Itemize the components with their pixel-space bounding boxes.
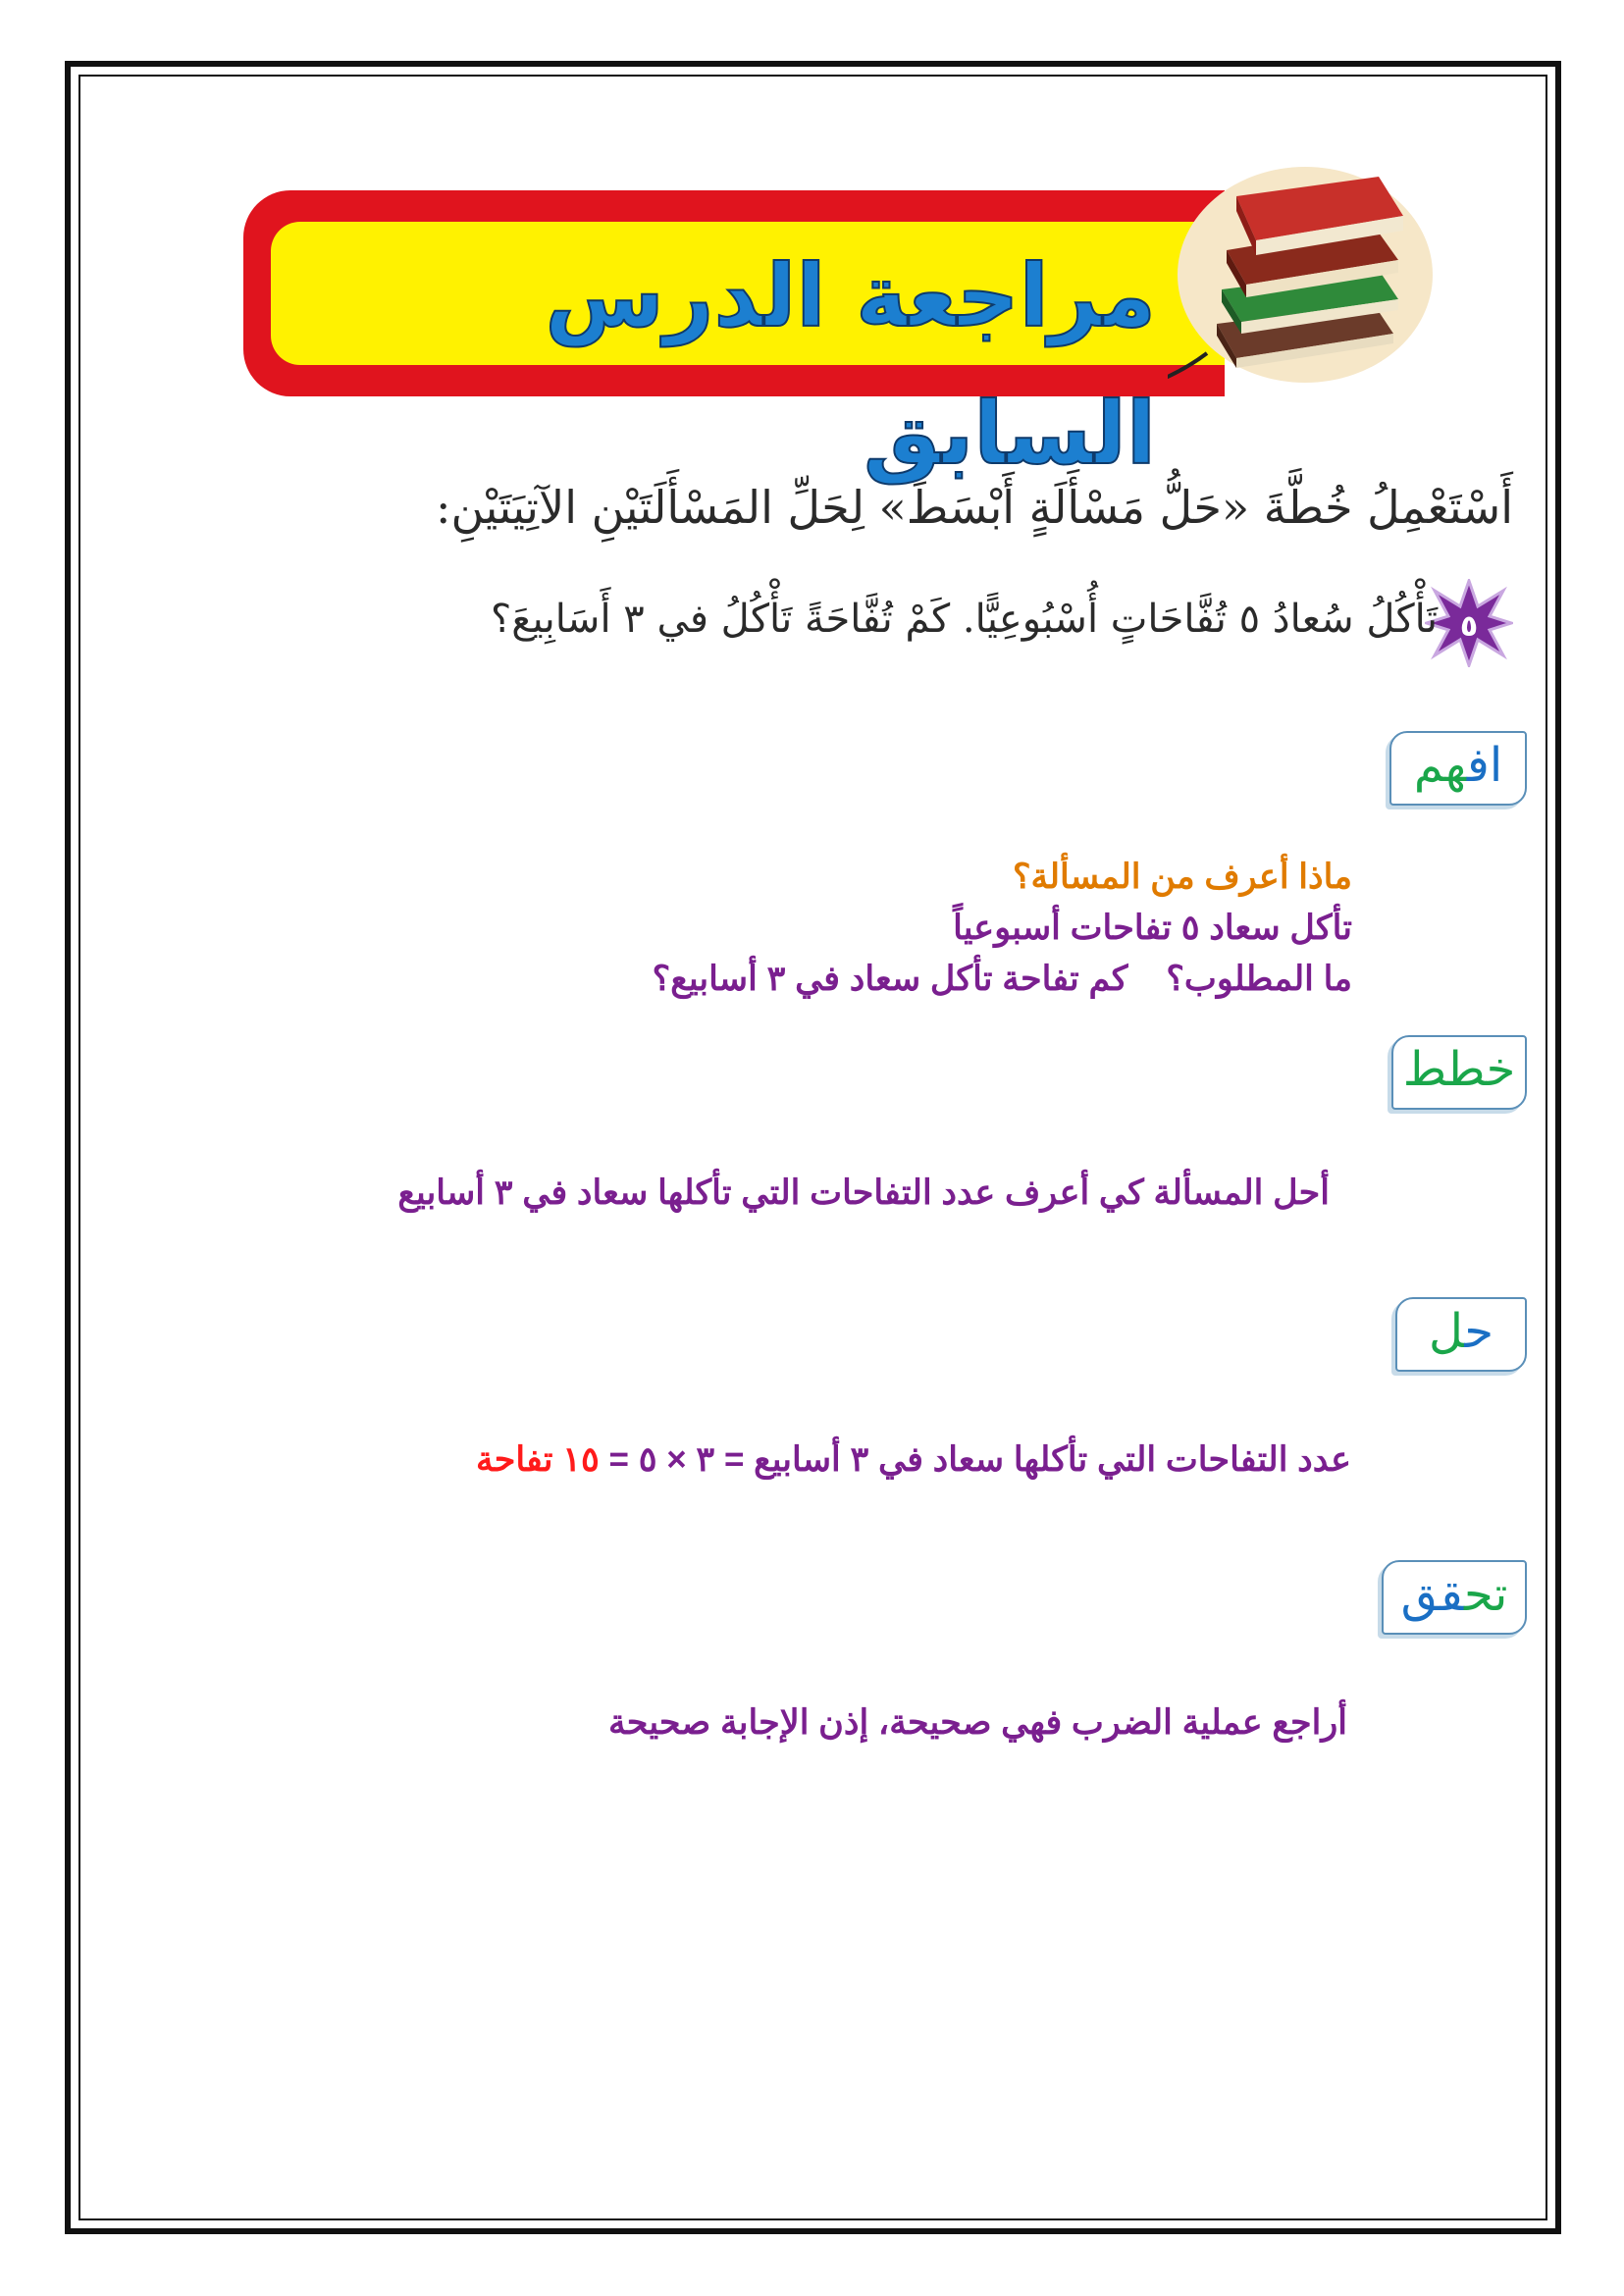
plan-text: أحل المسألة كي أعرف عدد التفاحات التي تأكلها سعاد في ٣ أسابيع [397, 1174, 1330, 1212]
solve-result: ١٥ تفاحة [475, 1440, 600, 1479]
books-icon [1168, 157, 1433, 392]
solve-equation: عدد التفاحات التي تأكلها سعاد في ٣ أسابيع = ٣ × ٥ = [599, 1440, 1351, 1479]
check-tag-part-a: تح [1463, 1567, 1508, 1622]
star-burst-icon [1425, 579, 1513, 667]
check-tag [1382, 1560, 1527, 1635]
required-text: كم تفاحة تأكل سعاد في ٣ أسابيع؟ [652, 960, 1128, 998]
understand-tag-part-b: هم [1413, 738, 1467, 793]
understand-known: تأكل سعاد ٥ تفاحات أسبوعياً [953, 909, 1352, 947]
understand-question: ماذا أعرف من المسألة؟ [1012, 858, 1352, 896]
instruction-text: أَسْتَعْمِلُ خُطَّةَ «حَلُّ مَسْأَلَةٍ أَبْسَطَ» لِحَلِّ المَسْأَلَتَيْنِ الآتِيَتَيْنِ: [436, 481, 1513, 534]
check-text: أراجع عملية الضرب فهي صحيحة، إذن الإجابة صحيحة [607, 1703, 1347, 1742]
plan-tag-label: خطط [1402, 1042, 1516, 1097]
required-label: ما المطلوب؟ [1166, 960, 1352, 998]
problem-number: ٥ [1459, 609, 1479, 644]
solve-text [476, 1436, 1351, 1484]
check-tag-part-b: قق [1400, 1567, 1464, 1622]
solve-tag-part-a: ح [1464, 1304, 1494, 1359]
understand-tag [1389, 731, 1527, 806]
understand-required [653, 956, 1352, 1003]
plan-tag [1391, 1035, 1527, 1110]
page-inner-border [79, 75, 1547, 2220]
banner-title: مراجعة الدرس السابق [545, 245, 1156, 484]
lesson-review-banner [243, 190, 1225, 484]
understand-tag-part-a: اف [1466, 738, 1503, 793]
problem-text: تَأْكُلُ سُعادُ ٥ تُفَّاحَاتٍ أُسْبُوعِيًّا. كَمْ تُفَّاحَةً تَأْكُلُ في ٣ أَسَابِيعَ؟ [491, 597, 1438, 642]
solve-tag [1395, 1297, 1527, 1372]
solve-tag-part-b: ل [1428, 1304, 1465, 1359]
